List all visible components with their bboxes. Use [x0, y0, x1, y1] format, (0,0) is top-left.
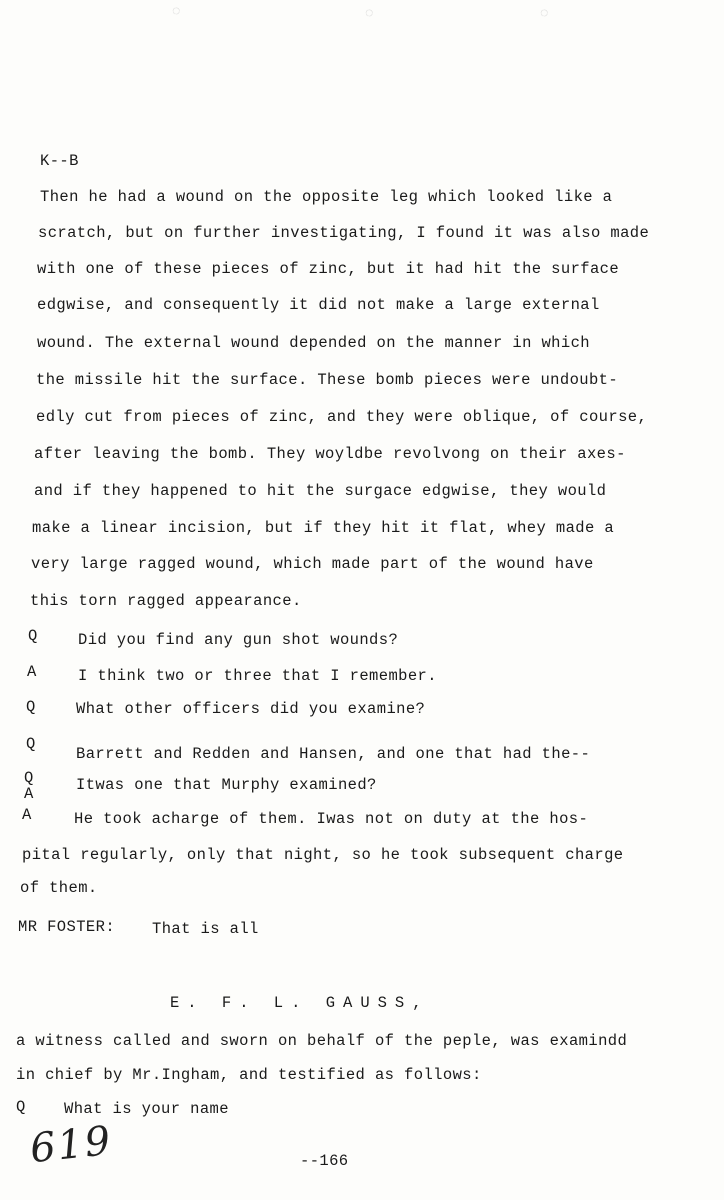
qa-label: Q A — [24, 769, 34, 803]
qa-label: Q — [16, 1098, 26, 1116]
paragraph-line: and if they happened to hit the surgace edgwise, they would — [34, 482, 607, 500]
smudge-mark: ◌ — [172, 4, 181, 20]
qa-label: Q — [26, 698, 36, 716]
qa-label: Q — [26, 735, 36, 753]
qa-label: Q — [28, 627, 38, 645]
qa-continuation-line: of them. — [20, 879, 98, 897]
qa-label: A — [22, 806, 32, 824]
speaker-label: MR FOSTER: — [18, 918, 116, 936]
qa-text: He took acharge of them. Iwas not on duty at the hos- — [74, 810, 589, 828]
handwritten-page-number: 619 — [27, 1117, 115, 1173]
qa-text: What other officers did you examine? — [76, 700, 426, 718]
witness-intro-line: a witness called and sworn on behalf of the peple, was examindd — [16, 1032, 628, 1050]
paragraph-line: with one of these pieces of zinc, but it had hit the surface — [37, 260, 620, 278]
qa-text: Itwas one that Murphy examined? — [76, 776, 377, 794]
witness-name: E. F. L. GAUSS, — [170, 994, 430, 1012]
smudge-mark: ◌ — [365, 6, 374, 22]
paragraph-line: the missile hit the surface. These bomb pieces were undoubt- — [36, 371, 619, 389]
qa-text: What is your name — [64, 1100, 229, 1118]
paragraph-line: edly cut from pieces of zinc, and they were oblique, of course, — [36, 408, 648, 426]
qa-text: Did you find any gun shot wounds? — [78, 631, 399, 649]
paragraph-line: Then he had a wound on the opposite leg which looked like a — [40, 188, 613, 206]
paragraph-line: edgwise, and consequently it did not make a large external — [37, 296, 600, 314]
section-ref: K--B — [40, 152, 79, 170]
page-number: --166 — [300, 1152, 349, 1170]
qa-text: I think two or three that I remember. — [78, 667, 437, 685]
paragraph-line: very large ragged wound, which made part of the wound have — [31, 555, 594, 573]
qa-continuation-line: pital regularly, only that night, so he took subsequent charge — [22, 846, 624, 864]
speaker-text: That is all — [152, 920, 259, 938]
paragraph-line: this torn ragged appearance. — [30, 592, 302, 610]
witness-intro-line: in chief by Mr.Ingham, and testified as follows: — [16, 1066, 482, 1084]
paragraph-line: wound. The external wound depended on the manner in which — [37, 334, 590, 352]
qa-text: Barrett and Redden and Hansen, and one that had the-- — [76, 745, 591, 763]
qa-label: A — [27, 663, 37, 681]
smudge-mark: ◌ — [540, 6, 549, 22]
paragraph-line: make a linear incision, but if they hit it flat, whey made a — [32, 519, 615, 537]
paragraph-line: after leaving the bomb. They woyldbe revolvong on their axes- — [34, 445, 626, 463]
paragraph-line: scratch, but on further investigating, I found it was also made — [38, 224, 650, 242]
